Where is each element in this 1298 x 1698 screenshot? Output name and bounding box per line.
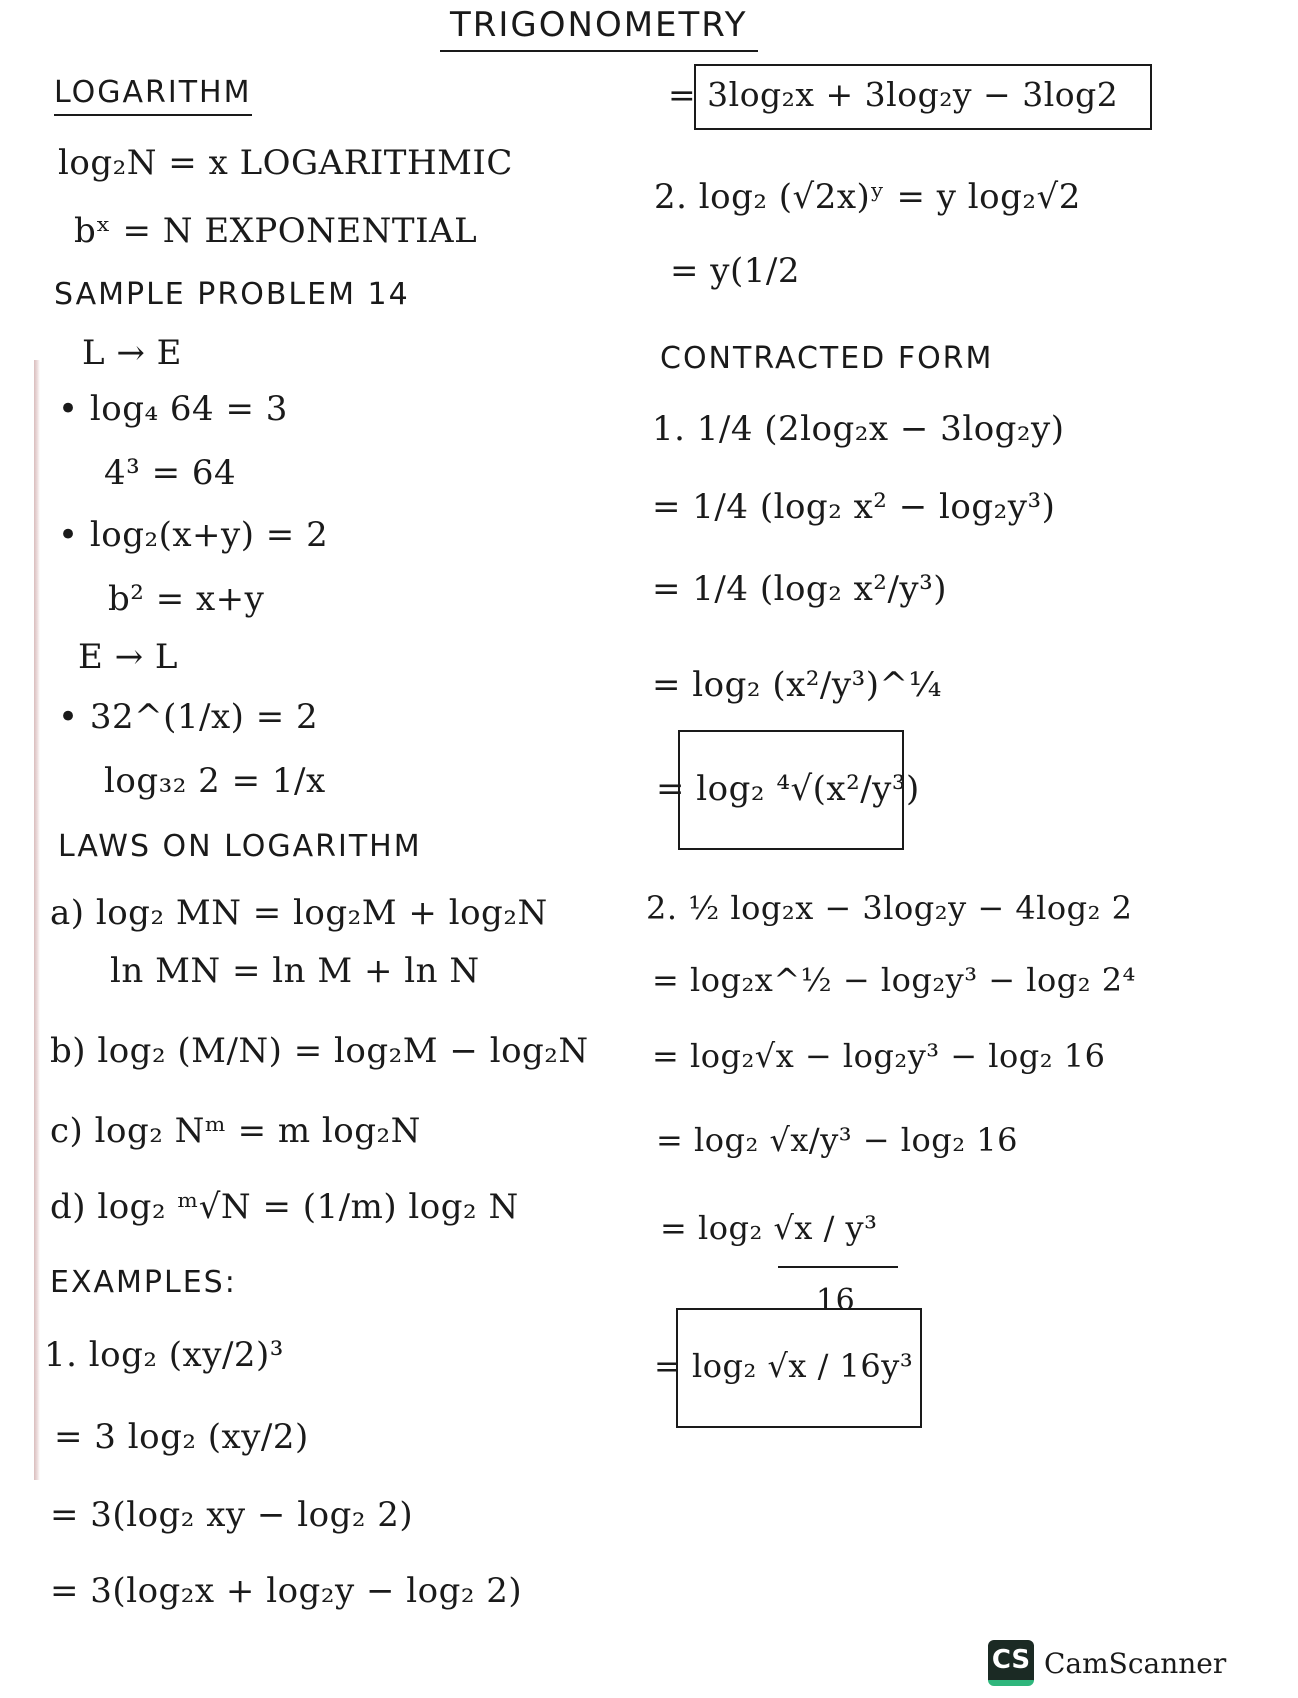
contracted-2: 2. ½ log₂x − 3log₂y − 4log₂ 2 [646,889,1133,927]
contracted-1-answer: = log₂ ⁴√(x²/y³) [656,769,920,809]
camscanner-watermark [988,1638,1298,1688]
fraction-bar [778,1266,898,1268]
example-1-step-3: = 3(log₂x + log₂y − log₂ 2) [50,1571,523,1611]
example-log4: • log₄ 64 = 3 [58,389,288,429]
contracted-2-step-4-denominator: 16 [816,1283,856,1318]
definition-logarithmic: log₂N = x LOGARITHMIC [58,143,513,183]
example-1: 1. log₂ (xy/2)³ [44,1335,284,1375]
sample-problem-label: SAMPLE PROBLEM 14 [54,277,410,312]
example-1-step-2: = 3(log₂ xy − log₂ 2) [50,1495,414,1535]
example-logb-sum-answer: b² = x+y [108,579,265,619]
law-a: a) log₂ MN = log₂M + log₂N [50,893,548,933]
example-exponent-32: • 32^(1/x) = 2 [58,697,319,737]
contracted-form-heading: CONTRACTED FORM [660,341,994,376]
camscanner-text: CamScanner [1044,1646,1227,1680]
contracted-1-step-3: = log₂ (x²/y³)^¼ [652,665,942,705]
expanded-example-2: 2. log₂ (√2x)ʸ = y log₂√2 [654,177,1081,217]
definition-exponential: bˣ = N EXPONENTIAL [74,211,478,251]
contracted-2-step-3: = log₂ √x/y³ − log₂ 16 [656,1121,1018,1159]
example-log4-answer: 4³ = 64 [104,453,237,493]
law-c: c) log₂ Nᵐ = m log₂N [50,1111,421,1151]
expanded-example-2-step: = y(1/2 [670,251,800,291]
l-to-e-label: L → E [82,333,183,373]
logarithm-heading: LOGARITHM [54,78,252,116]
examples-heading: EXAMPLES: [50,1265,237,1300]
example-exponent-32-answer: log₃₂ 2 = 1/x [104,761,326,801]
contracted-2-step-1: = log₂x^½ − log₂y³ − log₂ 2⁴ [652,961,1136,999]
e-to-l-label: E → L [78,637,179,677]
example-logb-sum: • log₂(x+y) = 2 [58,515,329,555]
contracted-1-step-1: = 1/4 (log₂ x² − log₂y³) [652,487,1056,527]
camscanner-logo-icon: CS [988,1640,1034,1686]
laws-heading: LAWS ON LOGARITHM [58,829,422,864]
contracted-2-step-4: = log₂ √x / y³ [660,1209,878,1247]
contracted-1-step-2: = 1/4 (log₂ x²/y³) [652,569,947,609]
contracted-2-step-2: = log₂√x − log₂y³ − log₂ 16 [652,1037,1106,1075]
law-b: b) log₂ (M/N) = log₂M − log₂N [50,1031,589,1071]
law-d: d) log₂ ᵐ√N = (1/m) log₂ N [50,1187,519,1227]
binding-edge [34,360,40,1480]
law-a-natural-log: ln MN = ln M + ln N [110,951,480,991]
contracted-1: 1. 1/4 (2log₂x − 3log₂y) [652,409,1065,449]
expanded-answer: = 3log₂x + 3log₂y − 3log2 [668,75,1119,114]
contracted-2-answer: = log₂ √x / 16y³ [654,1347,914,1385]
example-1-step-1: = 3 log₂ (xy/2) [54,1417,309,1457]
page-title: TRIGONOMETRY [440,8,758,52]
